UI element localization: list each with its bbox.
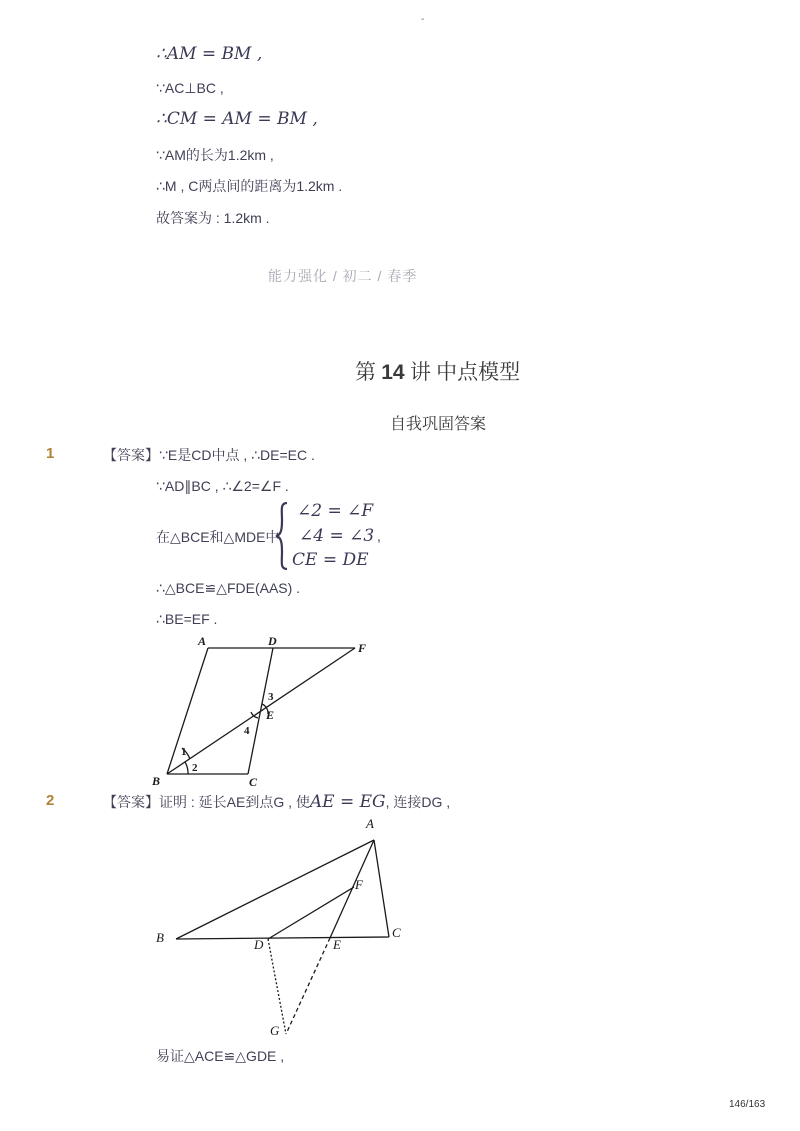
solution-line-4: ∵AM的长为1.2km ,: [156, 147, 274, 163]
q1-line-1-text: ∵E是CD中点 , ∴DE=EC .: [159, 447, 315, 463]
cases-suffix: ,: [377, 528, 381, 544]
q1-line-2: ∵AD∥BC , ∴∠2=∠F .: [156, 478, 289, 494]
label-angle-1: 1: [181, 746, 187, 758]
label-B: B: [152, 774, 161, 788]
question-number-2: 2: [46, 792, 55, 809]
segment-DG: [268, 939, 286, 1034]
segment-BA: [176, 840, 374, 939]
label-E: E: [333, 937, 341, 952]
label-E: E: [266, 708, 275, 722]
answer-tag: 【答案】: [103, 447, 159, 463]
segment-AE: [330, 840, 374, 938]
segment-BC: [176, 937, 389, 939]
label-A: A: [198, 634, 207, 648]
label-G: G: [270, 1023, 280, 1038]
q2-line-1-pre: 证明 : 延长AE到点G , 使: [159, 794, 310, 810]
solution-line-2: ∵AC⊥BC ,: [156, 80, 224, 96]
label-F: F: [355, 877, 363, 892]
q1-line-1: [103, 445, 315, 465]
label-D: D: [254, 937, 264, 952]
figure-1-diagram: [150, 630, 390, 790]
solution-line-3: ∴CM = AM = BM ,: [156, 109, 318, 129]
solution-line-1: ∴AM = BM ,: [156, 44, 263, 64]
segment-EG: [286, 938, 330, 1034]
case-row-2: ∠4 = ∠3: [299, 526, 375, 546]
footer-breadcrumb: 能力强化 / 初二 / 春季: [268, 268, 418, 284]
lecture-title: [355, 356, 520, 386]
label-C: C: [249, 775, 258, 789]
solution-line-5: ∴M , C两点间的距离为1.2km .: [156, 178, 343, 194]
case-row-1: ∠2 = ∠F: [297, 501, 374, 521]
brace-icon: [274, 500, 290, 572]
q2-line-1-math: AE = EG: [309, 792, 386, 812]
angle-2-arc: [185, 762, 188, 774]
q2-line-1-post: , 连接DG ,: [385, 794, 451, 810]
q2-line-1: [103, 792, 450, 812]
segment-AC: [374, 840, 389, 937]
case-row-3: CE = DE: [292, 550, 369, 570]
lecture-title-suffix: 讲 中点模型: [409, 360, 521, 384]
q1-line-4: ∴△BCE≌△FDE(AAS) .: [156, 580, 301, 596]
label-C: C: [392, 925, 401, 940]
figure-2-diagram: [150, 812, 410, 1044]
section-title: 自我巩固答案: [390, 416, 487, 433]
page-number: 146/163: [729, 1099, 766, 1110]
label-angle-3: 3: [268, 691, 274, 703]
lecture-title-number: 14: [381, 361, 405, 384]
label-A: A: [366, 816, 374, 831]
label-B: B: [156, 930, 164, 945]
label-angle-4: 4: [244, 725, 250, 737]
answer-tag: 【答案】: [103, 794, 159, 810]
lecture-title-prefix: 第: [355, 360, 376, 384]
q1-line-3: 在△BCE和△MDE中: [156, 529, 280, 545]
question-number-1: 1: [46, 445, 55, 462]
q1-line-5: ∴BE=EF .: [156, 611, 218, 627]
label-D: D: [268, 634, 277, 648]
segment-BF: [167, 648, 355, 774]
solution-line-6: 故答案为 : 1.2km .: [156, 210, 270, 226]
q2-line-2: 易证△ACE≌△GDE ,: [156, 1048, 285, 1064]
header-mark: -: [421, 14, 425, 25]
label-F: F: [358, 641, 367, 655]
label-angle-2: 2: [192, 762, 198, 774]
